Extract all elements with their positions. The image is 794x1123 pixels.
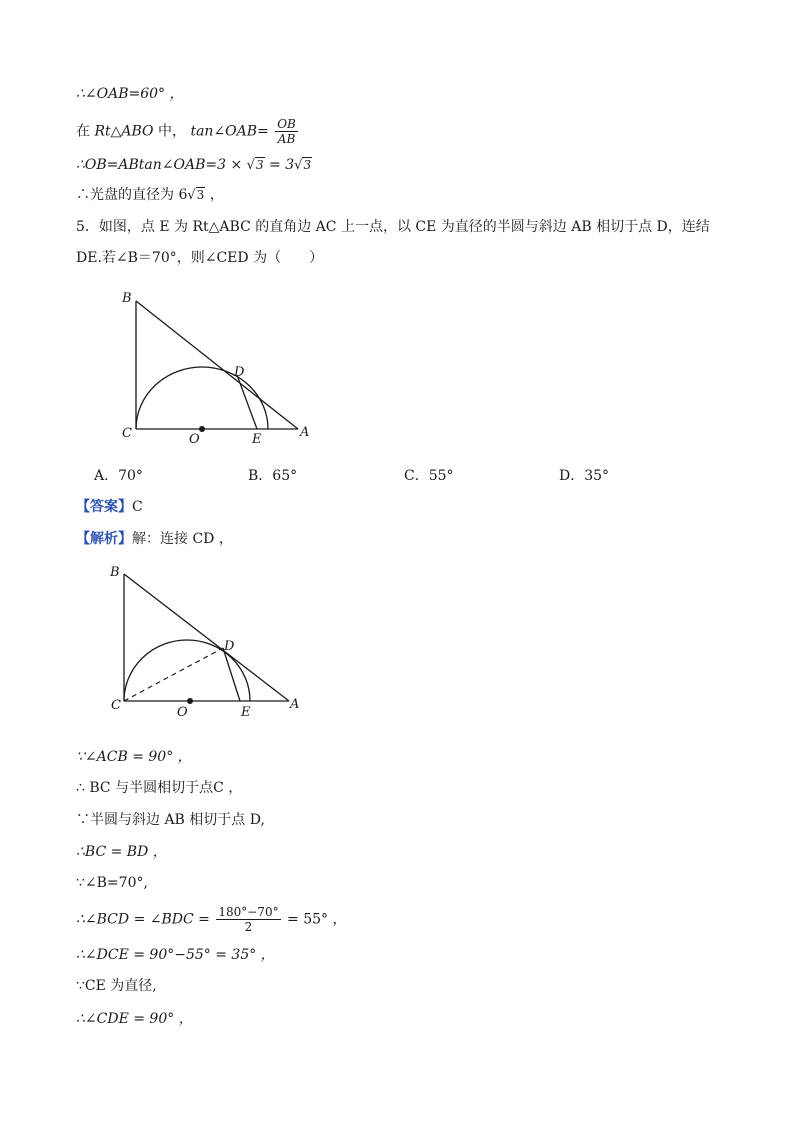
label-e: E: [252, 432, 262, 446]
diameter-tail: ，: [205, 187, 224, 203]
fraction-ob-ab: [275, 117, 298, 146]
label-o: O: [189, 432, 200, 446]
line-diameter: [76, 185, 224, 206]
text-mid: 中，: [157, 123, 186, 140]
ob-expression: ∴OB=ABtan∠OAB=3 ×: [76, 157, 247, 173]
fraction-numerator: OB: [277, 117, 296, 131]
question-line-1: 5．如图，点 E 为 Rt△ABC 的直角边 AC 上一点，以 CE 为直径的半圆与斜边 AB 相切于点 D，连结: [76, 219, 710, 235]
segment-ba: [124, 574, 289, 701]
radical-sign-icon: √: [246, 158, 255, 173]
answer-value: C: [132, 499, 143, 515]
radicand: 3: [303, 158, 312, 172]
option-c: C．55°: [404, 468, 454, 484]
diameter-text: ∴光盘的直径为 6: [76, 187, 188, 203]
answer-tag: 【答案】: [76, 499, 132, 515]
label-e: E: [241, 705, 251, 720]
label-a: A: [290, 697, 300, 712]
step-1: ∵∠ACB = 90° ，: [76, 749, 192, 765]
line-tan-statement: [76, 117, 300, 146]
radical-sign-icon: √: [187, 188, 196, 203]
ob-result: = 3: [264, 157, 295, 173]
semicircle-arc: [136, 367, 268, 429]
radical-sign-icon: √: [294, 158, 303, 173]
step-2: ∴ BC 与半圆相切于点C ，: [76, 780, 243, 796]
step-4: ∴BC = BD ，: [76, 844, 167, 860]
center-point-o: [199, 426, 205, 432]
fraction-denominator: 2: [244, 920, 253, 934]
label-b: B: [122, 291, 132, 306]
option-b: B．65°: [248, 468, 298, 484]
analysis-line: [76, 529, 233, 549]
fraction-denominator: AB: [277, 132, 296, 146]
option-a: A．70°: [94, 468, 143, 484]
step-6-expression: ∴∠BCD = ∠BDC =: [76, 911, 215, 928]
center-point-o: [187, 698, 193, 704]
step-6: [76, 905, 346, 934]
label-d: D: [224, 639, 235, 654]
label-d: D: [234, 365, 245, 380]
figure-triangle-semicircle-dashed: [100, 560, 320, 720]
step-9: ∴∠CDE = 90° ，: [76, 1011, 193, 1027]
label-b: B: [110, 565, 120, 580]
step-3: ∵半圆与斜边 AB 相切于点 D,: [76, 812, 265, 828]
tan-expression: tan∠OAB=: [190, 123, 269, 140]
step-6-result: = 55° ，: [287, 911, 347, 928]
radicand: 3: [255, 158, 264, 172]
step-7: ∴∠DCE = 90°−55° = 35° ，: [76, 947, 275, 963]
answer-line: [76, 497, 143, 517]
label-o: O: [177, 705, 188, 720]
fraction-numerator: 180°−70°: [218, 905, 279, 919]
label-a: A: [300, 425, 310, 440]
step-5: ∵∠B=70°,: [76, 875, 148, 891]
figure-triangle-semicircle: [110, 286, 320, 446]
analysis-tag: 【解析】: [76, 531, 132, 547]
segment-cd-dashed: [124, 648, 223, 701]
line-ob-value: [76, 155, 312, 176]
segment-ba: [136, 301, 298, 429]
text-prefix: 在: [76, 123, 95, 140]
label-c: C: [111, 698, 121, 713]
step-8: ∵CE 为直径,: [76, 978, 157, 994]
analysis-text: 解：连接 CD ，: [132, 531, 233, 547]
triangle-name: Rt△ABO: [94, 123, 154, 140]
question-line-2: DE.若∠B＝70°，则∠CED 为（ ）: [76, 250, 324, 266]
line-angle-oab: ∴∠OAB=60° ，: [76, 86, 184, 102]
radicand: 3: [196, 188, 205, 202]
option-d: D．35°: [559, 468, 610, 484]
fraction-angle: [216, 905, 280, 934]
label-c: C: [122, 426, 132, 441]
